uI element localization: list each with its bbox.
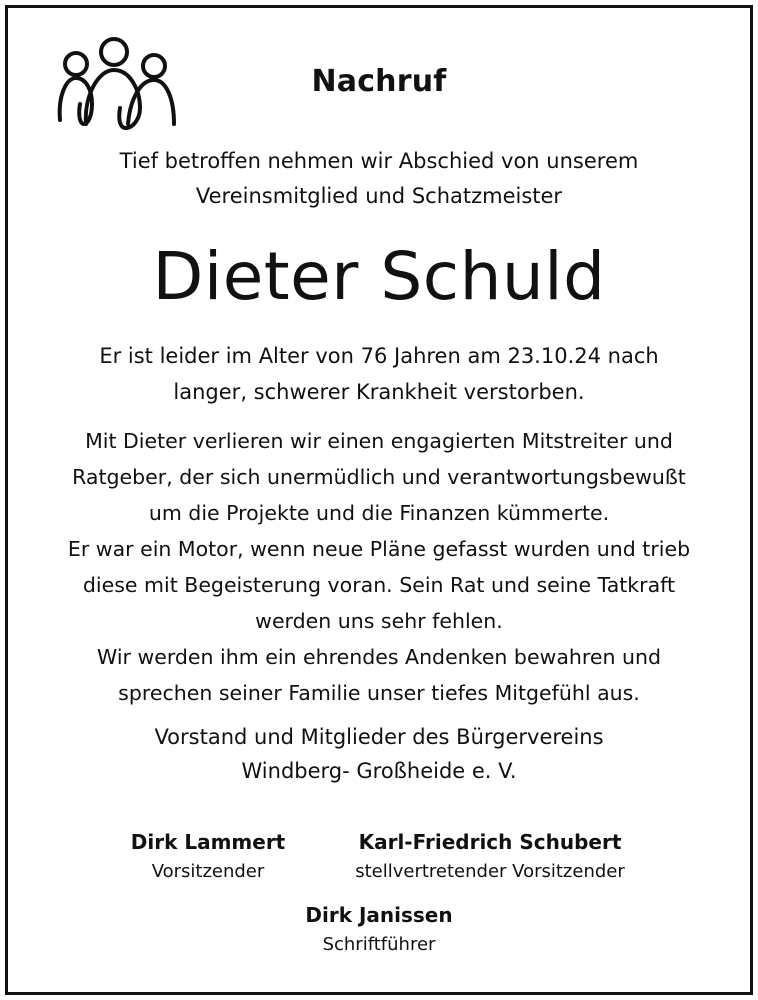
- tribute-line: Mit Dieter verlieren wir einen engagierten Mitstreiter und: [85, 429, 673, 453]
- signature-role: stellvertretender Vorsitzender: [355, 861, 625, 882]
- signature-role: Vorsitzender: [151, 861, 265, 882]
- signature-secretary: [254, 900, 504, 960]
- tribute-line: sprechen seiner Familie unser tiefes Mitgefühl aus.: [118, 681, 640, 705]
- intro-text: [0, 144, 758, 214]
- tribute-text: [0, 423, 758, 711]
- signature-chairman: [108, 827, 308, 887]
- closing-line: Vorstand und Mitglieder des Bürgervereins: [154, 725, 604, 749]
- deceased-name: Dieter Schuld: [152, 238, 606, 315]
- signature-name: Dirk Lammert: [130, 830, 286, 854]
- death-line: langer, schwerer Krankheit verstorben.: [173, 380, 585, 404]
- intro-line: Vereinsmitglied und Schatzmeister: [195, 184, 563, 208]
- tribute-line: diese mit Begeisterung voran. Sein Rat und seine Tatkraft: [82, 573, 676, 597]
- notice-title: Nachruf: [311, 64, 447, 99]
- signature-name: Dirk Janissen: [305, 903, 453, 927]
- signature-name: Karl-Friedrich Schubert: [358, 830, 622, 854]
- tribute-line: Wir werden ihm ein ehrendes Andenken bewahren und: [97, 645, 661, 669]
- tribute-line: Ratgeber, der sich unermüdlich und verantwortungsbewußt: [72, 465, 686, 489]
- tribute-line: um die Projekte und die Finanzen kümmerte.: [148, 501, 610, 525]
- signature-role: Schriftführer: [322, 934, 436, 955]
- tribute-line: werden uns sehr fehlen.: [255, 609, 503, 633]
- signature-vice-chairman: [320, 827, 660, 887]
- intro-line: Tief betroffen nehmen wir Abschied von unserem: [119, 149, 639, 173]
- death-text: [0, 338, 758, 410]
- death-line: Er ist leider im Alter von 76 Jahren am 23.10.24 nach: [99, 344, 659, 368]
- closing-text: [0, 720, 758, 788]
- closing-line: Windberg- Großheide e. V.: [241, 759, 517, 783]
- tribute-line: Er war ein Motor, wenn neue Pläne gefasst wurden und trieb: [67, 537, 691, 561]
